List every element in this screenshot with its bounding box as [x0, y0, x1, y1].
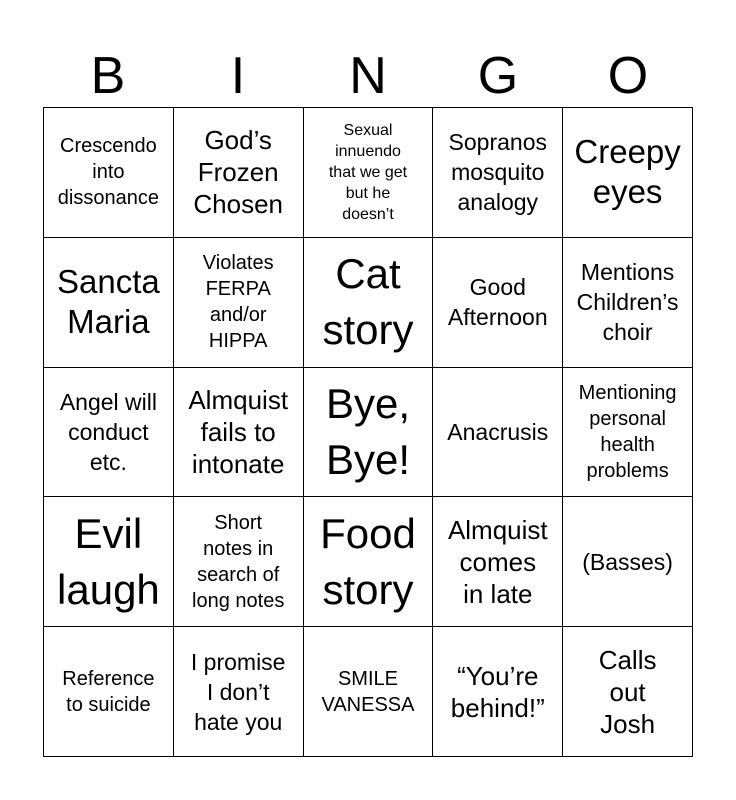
bingo-cell — [174, 368, 304, 498]
bingo-cell — [563, 108, 693, 238]
bingo-cell — [433, 627, 563, 757]
bingo-cell — [304, 238, 434, 368]
bingo-cell — [174, 108, 304, 238]
bingo-cell — [563, 238, 693, 368]
bingo-cell-text: God’s Frozen Chosen — [193, 125, 283, 220]
bingo-cell — [174, 627, 304, 757]
bingo-cell-text: Good Afternoon — [447, 274, 548, 331]
bingo-cell-text: Crescendo into dissonance — [57, 135, 159, 210]
bingo-cell-text: Violates FERPA and/or HIPPA — [202, 252, 274, 353]
bingo-cell-text: Short notes in search of long notes — [192, 511, 285, 612]
header-letter-n: N — [349, 47, 387, 105]
bingo-cell-text: (Basses) — [582, 548, 673, 575]
bingo-cell-text: Calls out Josh — [598, 644, 657, 739]
bingo-cell — [44, 368, 174, 498]
bingo-cell — [433, 238, 563, 368]
bingo-cell — [563, 368, 693, 498]
bingo-cell-text: Sopranos mosquito analogy — [448, 129, 548, 216]
bingo-cell-text: Angel will conduct etc. — [59, 388, 157, 475]
bingo-cell — [44, 238, 174, 368]
bingo-cell-text: Reference to suicide — [62, 667, 155, 716]
bingo-cell — [44, 627, 174, 757]
bingo-cell-text: SMILE VANESSA — [321, 667, 415, 716]
bingo-cell-text: Mentioning personal health problems — [578, 381, 677, 482]
bingo-cell-text: Cat story — [322, 250, 414, 354]
bingo-cell-text: Anacrusis — [447, 418, 549, 445]
bingo-cell-text: “You’re behind!” — [450, 660, 545, 723]
bingo-cell — [433, 108, 563, 238]
bingo-cell — [44, 108, 174, 238]
bingo-cell-text: Almquist comes in late — [447, 514, 548, 609]
bingo-cell — [304, 368, 434, 498]
bingo-cell-text: Sancta Maria — [57, 263, 160, 341]
bingo-cell — [433, 497, 563, 627]
bingo-cell-text: Evil laugh — [57, 509, 160, 613]
bingo-cell-text: I promise I don’t hate you — [190, 648, 286, 735]
bingo-cell — [174, 238, 304, 368]
bingo-card-grid — [43, 107, 693, 757]
bingo-cell-text: Bye, Bye! — [325, 379, 411, 483]
header-letter-g: G — [477, 47, 519, 105]
bingo-cell-text: Mentions Children’s choir — [576, 259, 679, 346]
bingo-cell — [304, 627, 434, 757]
bingo-cell — [563, 627, 693, 757]
bingo-header — [43, 44, 693, 108]
bingo-cell — [563, 497, 693, 627]
bingo-cell-text: Sexual innuendo that we get but he doesn’t — [328, 121, 408, 223]
bingo-cell-text: Food story — [320, 509, 416, 613]
bingo-cell — [304, 108, 434, 238]
bingo-cell — [174, 497, 304, 627]
bingo-cell — [304, 497, 434, 627]
header-letter-b: B — [90, 47, 126, 105]
bingo-cell-text: Almquist fails to intonate — [188, 384, 289, 479]
header-letter-i: I — [230, 47, 246, 105]
bingo-cell — [433, 368, 563, 498]
header-letter-o: O — [607, 47, 649, 105]
bingo-cell-text: Creepy eyes — [574, 133, 681, 211]
bingo-cell — [44, 497, 174, 627]
